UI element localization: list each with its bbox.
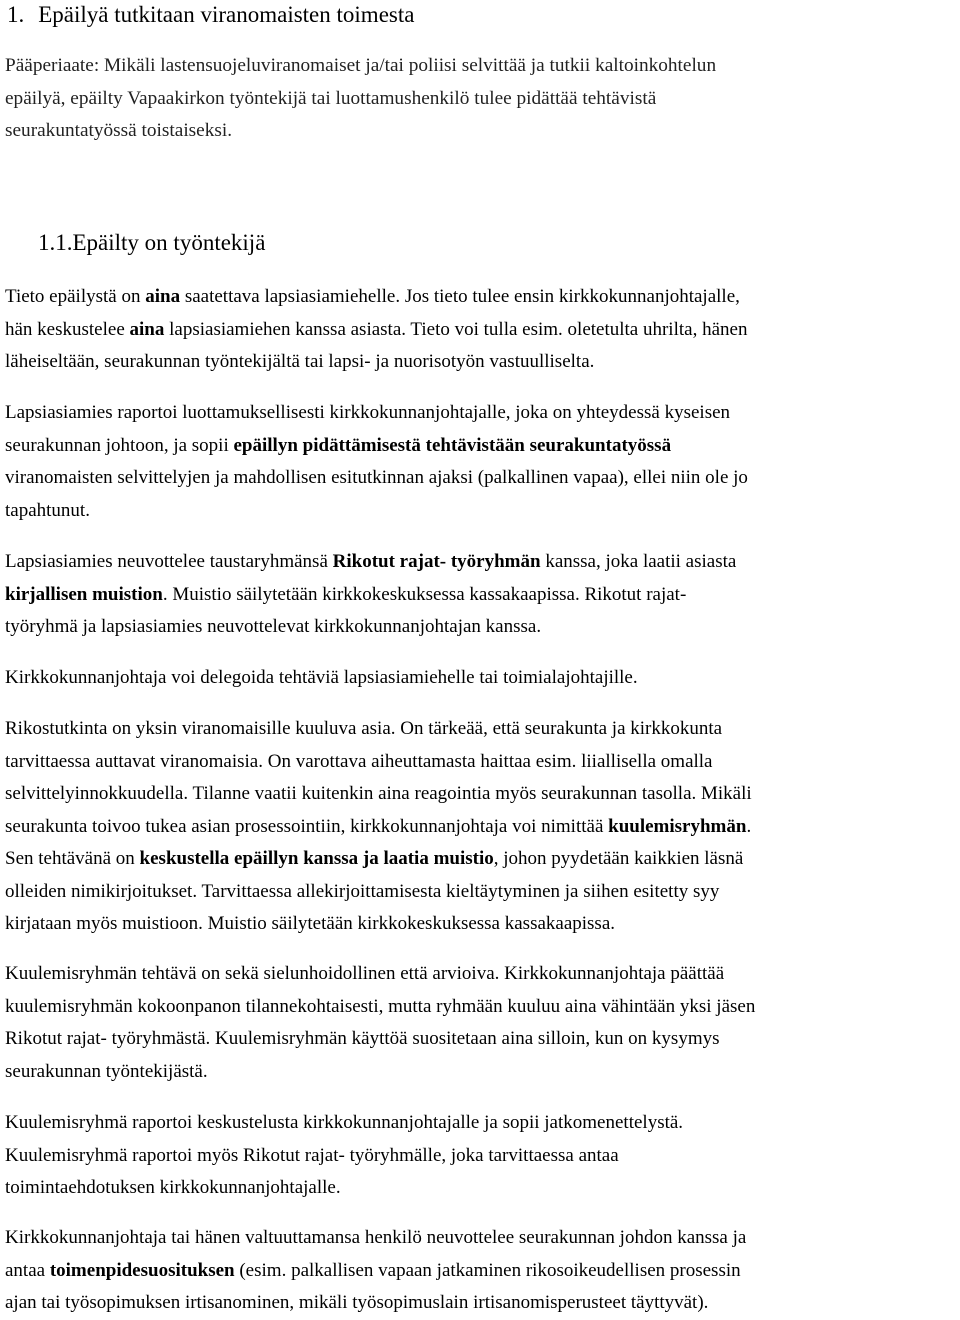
bold-text: kirjallisen muistion [5,583,163,605]
text-line: Kuulemisryhmä raportoi myös Rikotut rajat- työryhmälle, joka tarvittaessa antaa [5,1144,619,1166]
text-line: kuulemisryhmän kokoonpanon tilannekohtaisesti, mutta ryhmään kuuluu aina vähintään yksi jäsen [5,995,756,1017]
text-line: Lapsiasiamies raportoi luottamuksellisesti kirkkokunnanjohtajalle, joka on yhteydessä kyseisen [5,402,731,423]
text-line [5,281,747,314]
paragraph-1 [5,281,747,379]
paragraph-3 [5,546,736,644]
text-run: . [746,815,752,837]
paragraph-2 [5,397,748,527]
text-line [5,811,752,844]
text-line: Kirkkokunnanjohtaja voi delegoida tehtäviä lapsiasiamiehelle tai toimialajohtajille. [5,667,638,688]
text-line: seurakuntatyössä toistaiseksi. [5,120,233,141]
bold-text: Rikotut rajat- työryhmän [332,551,541,572]
section-number: 1. [7,2,25,27]
text-run: kanssa, joka laatii asiasta [540,551,737,572]
section-title: Epäilyä tutkitaan viranomaisten toimesta [38,2,415,27]
text-run: antaa [5,1259,50,1281]
text-run: hän keskustelee [5,318,130,340]
text-line: työryhmä ja lapsiasiamies neuvottelevat kirkkokunnanjohtajan kanssa. [5,616,542,637]
text-line: olleiden nimikirjoitukset. Tarvittaessa allekirjoittamisesta kieltäytyminen ja siihen esitetty syy [5,880,720,902]
text-run: seurakunnan johtoon, ja sopii [5,434,234,456]
text-line: Rikostutkinta on yksin viranomaisille kuuluva asia. On tärkeää, että seurakunta ja kirkkokunta [5,718,723,739]
text-line: Kuulemisryhmä raportoi keskustelusta kirkkokunnanjohtajalle ja sopii jatkomenettelystä. [5,1112,684,1133]
text-line: Kuulemisryhmän tehtävä on sekä sielunhoidollinen että arvioiva. Kirkkokunnanjohtaja päättää [5,963,725,984]
text-run: saatettava lapsiasiamiehelle. Jos tieto tulee ensin kirkkokunnanjohtajalle, [180,286,740,307]
section-heading [7,0,414,30]
text-run: . Muistio säilytetään kirkkokeskuksessa kassakaapissa. Rikotut rajat- [162,583,687,605]
text-run: seurakunta toivoo tukea asian prosessointiin, kirkkokunnanjohtaja voi nimittää [5,815,609,837]
text-run: , johon pyydetään kaikkien läsnä [493,848,744,869]
subsection-heading: 1.1.Epäilty on työntekijä [38,230,266,255]
text-line: viranomaisten selvittelyjen ja mahdollisen esitutkinnan ajaksi (palkallinen vapaa), ellei niin ole jo [5,467,748,488]
bold-text: toimenpidesuosituksen [49,1259,235,1281]
bold-text: aina [145,286,181,307]
paragraph-6 [5,958,755,1088]
text-line [5,1255,746,1288]
paragraph-8 [5,1222,746,1320]
text-run: Sen tehtävänä on [5,848,140,869]
text-run: lapsiasiamiehen kanssa asiasta. Tieto voi tulla esim. oletetulta uhrilta, hänen [164,318,748,340]
text-line: Kirkkokunnanjohtaja tai hänen valtuuttamansa henkilö neuvottelee seurakunnan johdon kanssa ja [5,1227,747,1248]
text-line [5,579,736,612]
text-line: tapahtunut. [5,499,90,521]
bold-text: epäillyn pidättämisestä tehtävistään seurakuntatyössä [233,434,672,456]
text-run: Tieto epäilystä on [5,286,146,307]
text-line: läheiseltään, seurakunnan työntekijältä tai lapsi- ja nuorisotyön vastuulliselta. [5,351,595,372]
text-line: seurakunnan työntekijästä. [5,1060,208,1082]
text-line [5,430,748,463]
text-run: (esim. palkallisen vapaan jatkaminen rikosoikeudellisen prosessin [234,1259,741,1281]
intro-paragraph [5,50,716,148]
text-line: tarvittaessa auttavat viranomaisia. On varottava aiheuttamasta haittaa esim. liiallisella omalla [5,750,713,772]
text-line: selvittelyinnokkuudella. Tilanne vaatii kuitenkin aina reagointia myös seurakunnan tasolla. Mikäli [5,783,752,804]
paragraph-5 [5,713,752,941]
bold-text: aina [129,318,165,340]
text-line: Pääperiaate: Mikäli lastensuojeluviranomaiset ja/tai poliisi selvittää ja tutkii kaltoinkohtelun [5,55,717,76]
text-line: toimintaehdotuksen kirkkokunnanjohtajalle. [5,1177,341,1198]
text-line: epäilyä, epäilty Vapaakirkon työntekijä tai luottamushenkilö tulee pidättää tehtävistä [5,87,657,109]
text-line: ajan tai työsopimuksen irtisanominen, mikäli työsopimuslain irtisanomisperusteet täyttyvät). [5,1292,709,1313]
text-run: Lapsiasiamies neuvottelee taustaryhmänsä [5,551,333,572]
paragraph-4 [5,662,638,695]
text-line [5,546,736,579]
text-line [5,314,747,347]
paragraph-7 [5,1107,683,1205]
bold-text: kuulemisryhmän [608,815,747,837]
text-line: kirjataan myös muistioon. Muistio säilytetään kirkkokeskuksessa kassakaapissa. [5,913,616,934]
text-line: Rikotut rajat- työryhmästä. Kuulemisryhmän käyttöä suositetaan aina silloin, kun on kysymys [5,1028,720,1049]
text-line [5,843,752,876]
bold-text: keskustella epäillyn kanssa ja laatia muistio [139,848,494,869]
